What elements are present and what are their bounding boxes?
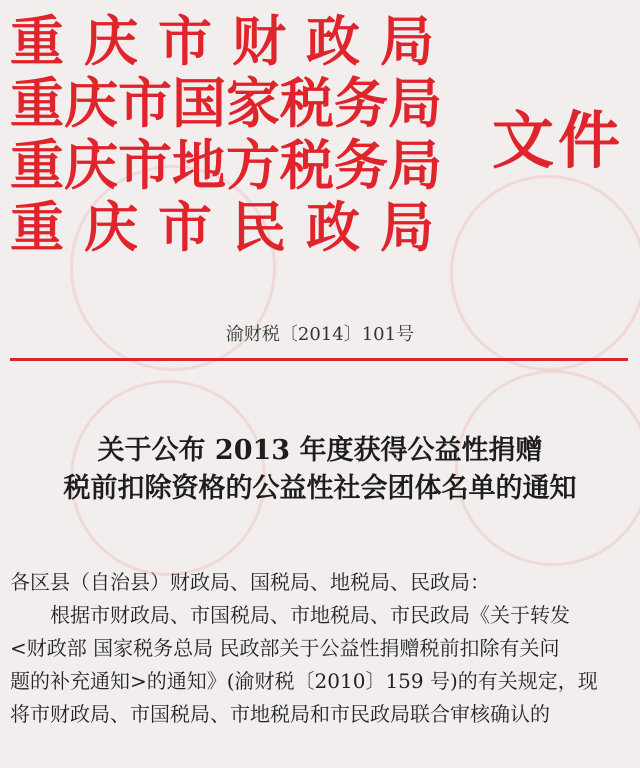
header-divider <box>10 358 628 361</box>
document-title <box>0 432 640 508</box>
body-line-4: 将市财政局、市国税局、市地税局和市民政局联合审核确认的 <box>10 702 550 726</box>
document-type-label: 文件 <box>492 104 625 177</box>
issuer-finance-bureau: 重庆市财政局 <box>10 10 454 72</box>
title-line-1: 关于公布 2013 年度获得公益性捐赠 <box>97 435 543 466</box>
issuer-state-tax-bureau: 重庆市国家税务局 <box>10 72 442 134</box>
document-body <box>10 566 630 731</box>
issuer-local-tax-bureau: 重庆市地方税务局 <box>10 134 442 196</box>
document-number: 渝财税〔2014〕101号 <box>225 324 415 345</box>
body-line-3: 题的补充通知>的通知》(渝财税〔2010〕159 号)的有关规定，现 <box>10 669 598 693</box>
issuer-civil-affairs-bureau: 重庆市民政局 <box>10 196 454 258</box>
body-line-2: <财政部 国家税务总局 民政部关于公益性捐赠税前扣除有关问 <box>10 636 560 660</box>
body-line-1: 根据市财政局、市国税局、市地税局、市民政局《关于转发 <box>50 603 570 627</box>
title-line-2: 税前扣除资格的公益性社会团体名单的通知 <box>63 473 577 504</box>
salutation: 各区县（自治县）财政局、国税局、地税局、民政局： <box>10 570 490 594</box>
issuer-block <box>10 10 480 258</box>
